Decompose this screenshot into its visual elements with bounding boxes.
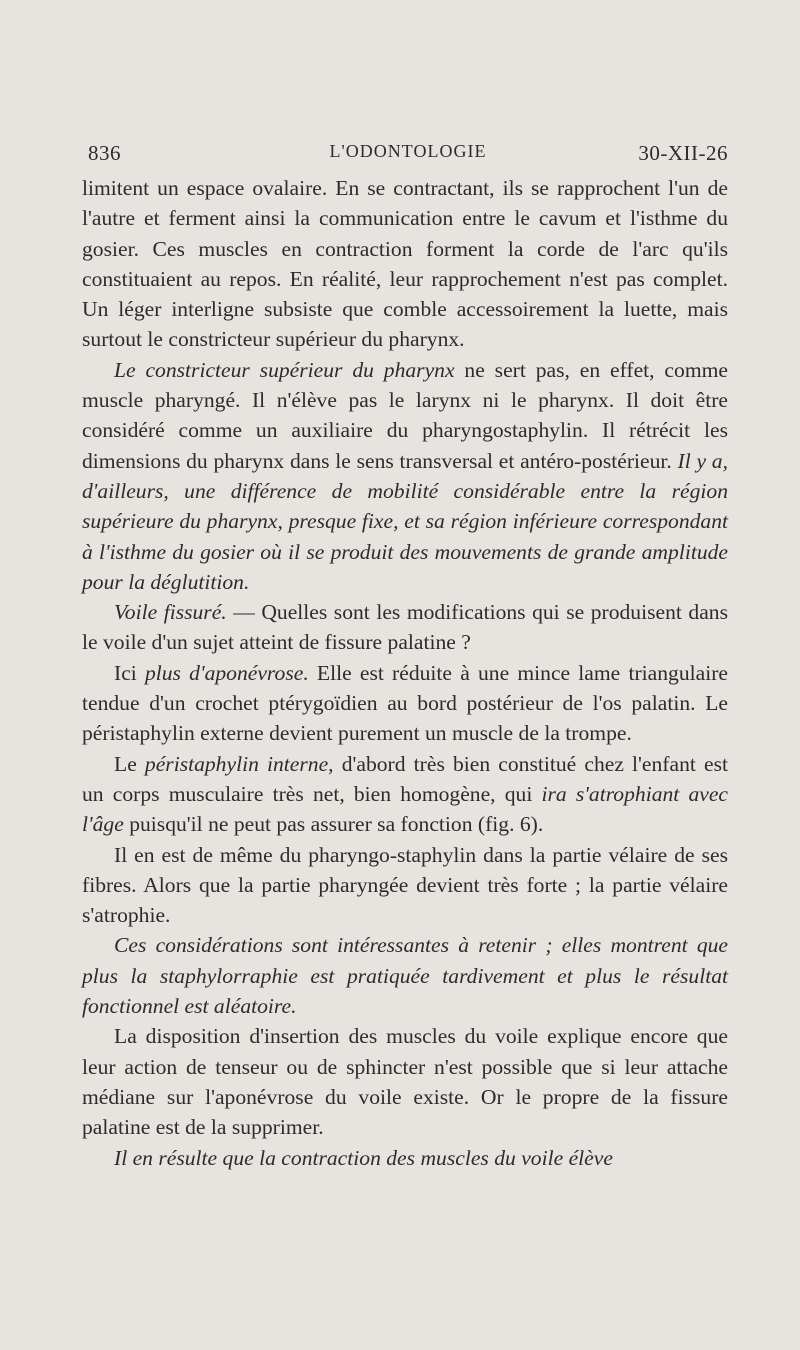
paragraph <box>82 749 728 840</box>
text-run: La disposition d'insertion des muscles du voile explique encore que leur action de tenseur ou de sphincter n'est possible que si leur attache médiane sur l'aponévrose du voile existe. Or le propre de la fissure palatine est de la supprimer. <box>82 1024 728 1140</box>
paragraph <box>82 1143 728 1173</box>
text-run: puisqu'il ne peut pas assurer sa fonction (fig. 6). <box>123 812 544 837</box>
body-text <box>82 173 728 1173</box>
paragraph <box>82 173 728 355</box>
italic-run: Il en résulte que la contraction des muscles du voile élève <box>114 1145 613 1170</box>
text-run: Le <box>114 751 145 776</box>
text-run: Elle est réduite à une mince lame triangulaire tendue d'un crochet ptérygoïdien au bord postérieur de l'os palatin. Le péristaphylin externe devient purement un muscle de la trompe. <box>82 660 728 746</box>
italic-run: plus d'aponévrose. <box>144 660 309 685</box>
text-run: ne sert pas, en effet, comme muscle pharyngé. Il n'élève pas le larynx ni le pharynx. Il doit être considéré comme un auxiliaire du pharyngostaphylin. Il rétrécit les dimensions du pharynx dans le sens transversal et antéro-postérieur. <box>82 357 728 473</box>
text-run: Il en est de même du pharyngo-staphylin dans la partie vélaire de ses fibres. Alors que la partie pharyngée devient très forte ; la partie vélaire s'atrophie. <box>82 842 728 928</box>
issue-date: 30-XII-26 <box>638 141 728 165</box>
page-number: 836 <box>88 141 121 165</box>
paragraph <box>82 355 728 597</box>
running-header <box>88 141 728 167</box>
paragraph <box>82 1021 728 1142</box>
text-run: Ici <box>114 660 145 685</box>
italic-run: Il y a, d'ailleurs, une différence de mobilité considérable entre la région supérieure du pharynx, presque fixe, et sa région inférieure correspondant à l'isthme du gosier où il se produit des mouvements de grande amplitude pour la déglutition. <box>82 448 728 594</box>
paragraph <box>82 930 728 1021</box>
italic-run: Voile fissuré. <box>114 600 227 625</box>
paragraph <box>82 658 728 749</box>
text-run: limitent un espace ovalaire. En se contractant, ils se rapprochent l'un de l'autre et ferment ainsi la communication entre le cavum et l'isthme du gosier. Ces muscles en contraction forment la corde de l'arc qu'ils constituaient au repos. En réalité, leur rapprochement n'est pas complet. Un léger interligne subsiste que comble accessoirement la luette, mais surtout le constricteur supérieur du pharynx. <box>82 176 728 352</box>
paragraph <box>82 597 728 658</box>
italic-run: ira s'atrophiant avec l'âge <box>82 781 728 837</box>
italic-run: Le constricteur supérieur du pharynx <box>114 357 455 382</box>
text-run: — Quelles sont les modifications qui se produisent dans le voile d'un sujet atteint de fissure palatine ? <box>82 600 728 655</box>
journal-title: L'ODONTOLOGIE <box>329 141 487 161</box>
paragraph <box>82 840 728 931</box>
italic-run: péristaphylin interne, <box>144 751 334 776</box>
italic-run: Ces considérations sont intéressantes à retenir ; elles montrent que plus la staphylorraphie est pratiquée tardivement et plus le résultat fonctionnel est aléatoire. <box>82 933 728 1019</box>
text-run: d'abord très bien constitué chez l'enfant est un corps musculaire très net, bien homogène, qui <box>82 751 728 806</box>
